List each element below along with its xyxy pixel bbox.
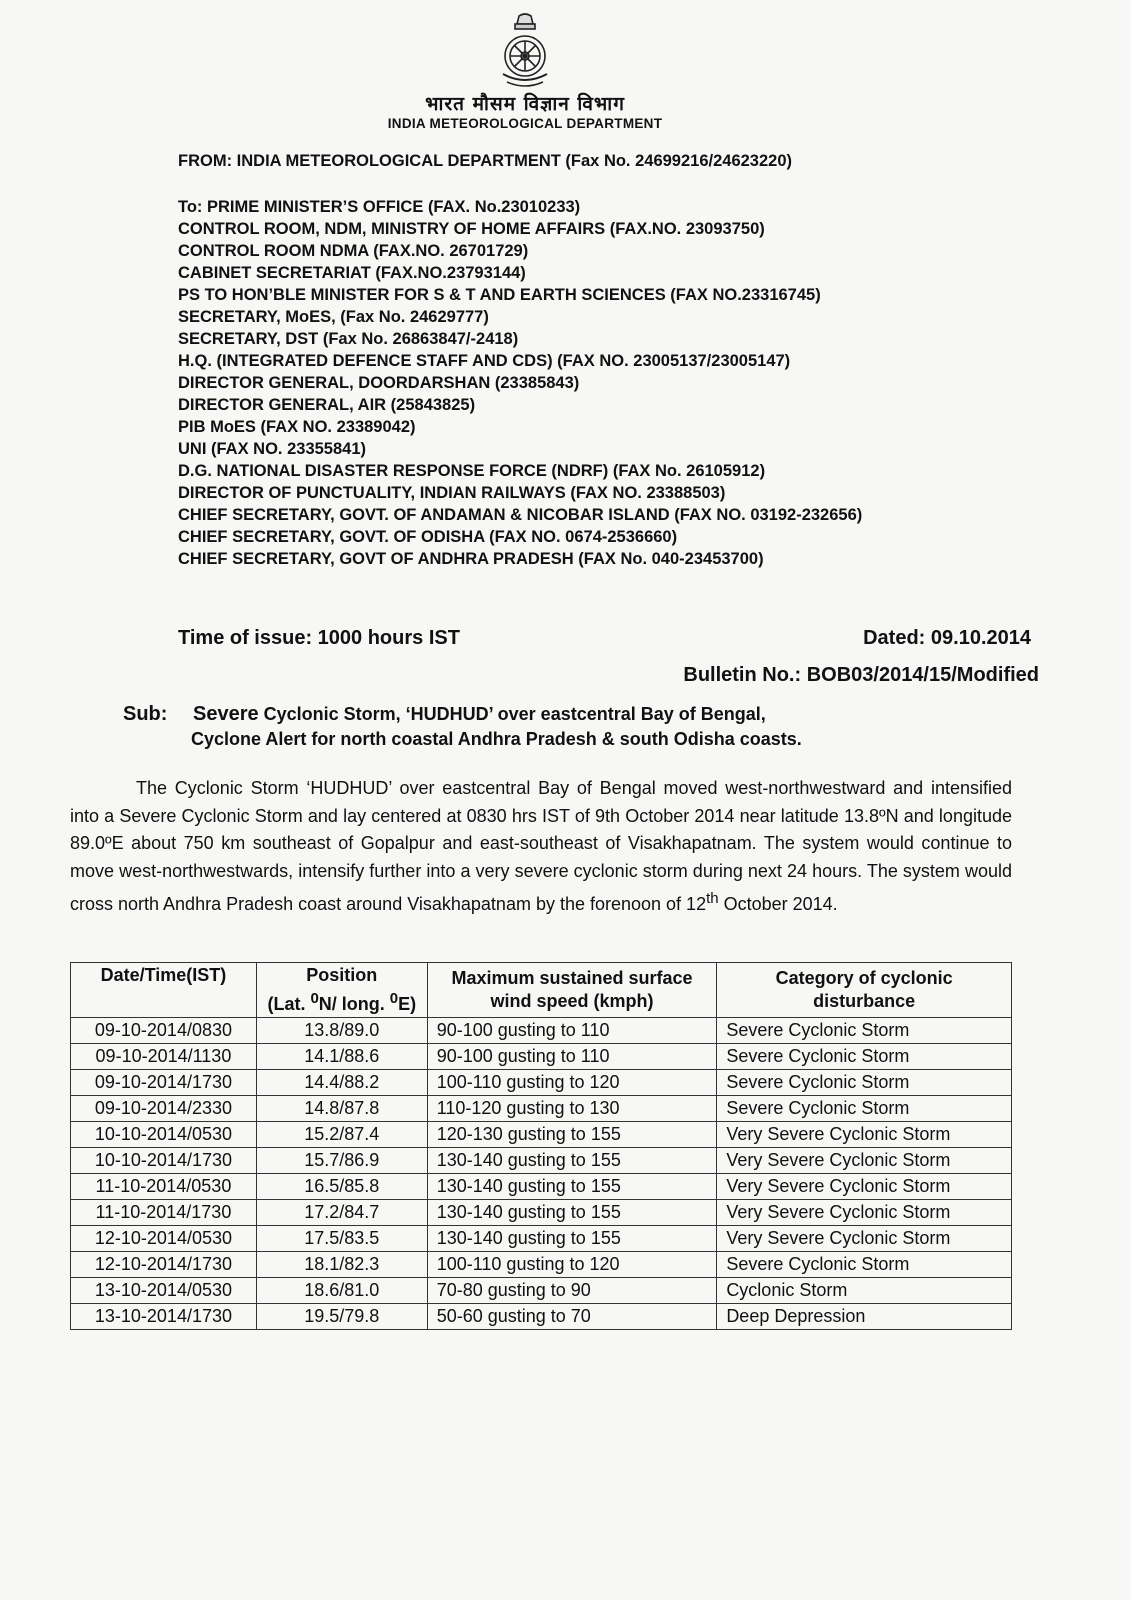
cell-datetime: 11-10-2014/1730 (71, 1200, 257, 1226)
cell-wind: 100-110 gusting to 120 (427, 1252, 717, 1278)
cell-category: Severe Cyclonic Storm (717, 1044, 1012, 1070)
paragraph-superscript: th (706, 890, 719, 907)
header-position-line1: Position (306, 965, 378, 985)
table-row (71, 1200, 1012, 1226)
cell-wind: 130-140 gusting to 155 (427, 1174, 717, 1200)
header-position (256, 963, 427, 1018)
table-row (71, 1018, 1012, 1044)
recipient-item: PIB MoES (FAX NO. 23389042) (178, 418, 416, 436)
table-row (71, 1070, 1012, 1096)
cell-position: 15.2/87.4 (256, 1122, 427, 1148)
header-text: (Lat. (267, 994, 311, 1014)
cell-datetime: 10-10-2014/0530 (71, 1122, 257, 1148)
paragraph-text-end: October 2014. (718, 894, 838, 914)
cell-category: Very Severe Cyclonic Storm (717, 1200, 1012, 1226)
cell-datetime: 09-10-2014/1730 (71, 1070, 257, 1096)
ashoka-emblem-icon (493, 12, 557, 92)
department-name-hindi: भारत मौसम विज्ञान विभाग (425, 93, 625, 115)
table-row (71, 1122, 1012, 1148)
cell-wind: 130-140 gusting to 155 (427, 1226, 717, 1252)
header-category-line1: Category of cyclonic (775, 968, 953, 988)
recipient-item: CHIEF SECRETARY, GOVT. OF ANDAMAN & NICOBAR ISLAND (FAX NO. 03192-232656) (178, 506, 863, 524)
recipient-item: To: PRIME MINISTER’S OFFICE (FAX. No.23010233) (178, 198, 581, 216)
subject-lead-word: Severe (193, 703, 259, 725)
cell-category: Severe Cyclonic Storm (717, 1018, 1012, 1044)
cell-category: Deep Depression (717, 1304, 1012, 1330)
cell-wind: 50-60 gusting to 70 (427, 1304, 717, 1330)
forecast-track-table (70, 962, 1012, 1330)
cell-position: 17.2/84.7 (256, 1200, 427, 1226)
cell-datetime: 10-10-2014/1730 (71, 1148, 257, 1174)
cell-datetime: 09-10-2014/0830 (71, 1018, 257, 1044)
cell-datetime: 09-10-2014/1130 (71, 1044, 257, 1070)
subject-line-1-rest: Cyclonic Storm, ‘HUDHUD’ over eastcentral Bay of Bengal, (258, 704, 766, 724)
from-line: FROM: INDIA METEOROLOGICAL DEPARTMENT (Fax No. 24699216/24623220) (178, 152, 793, 170)
recipient-item: D.G. NATIONAL DISASTER RESPONSE FORCE (NDRF) (FAX No. 26105912) (178, 462, 766, 480)
subject-label: Sub: (123, 703, 168, 725)
recipient-item: SECRETARY, MoES, (Fax No. 24629777) (178, 308, 489, 326)
table-row (71, 1252, 1012, 1278)
header-position-line2 (261, 987, 423, 1016)
cell-category: Very Severe Cyclonic Storm (717, 1226, 1012, 1252)
cell-category: Very Severe Cyclonic Storm (717, 1174, 1012, 1200)
cell-position: 16.5/85.8 (256, 1174, 427, 1200)
cell-position: 15.7/86.9 (256, 1148, 427, 1174)
recipient-item: CHIEF SECRETARY, GOVT. OF ODISHA (FAX NO. 0674-2536660) (178, 528, 678, 546)
cell-category: Very Severe Cyclonic Storm (717, 1148, 1012, 1174)
recipient-item: H.Q. (INTEGRATED DEFENCE STAFF AND CDS) (FAX NO. 23005137/23005147) (178, 352, 791, 370)
time-of-issue: Time of issue: 1000 hours IST (178, 627, 460, 649)
header-wind (427, 963, 717, 1018)
table-row (71, 1174, 1012, 1200)
cell-position: 14.1/88.6 (256, 1044, 427, 1070)
cell-wind: 130-140 gusting to 155 (427, 1148, 717, 1174)
table-row (71, 1096, 1012, 1122)
cell-position: 14.4/88.2 (256, 1070, 427, 1096)
recipient-item: DIRECTOR OF PUNCTUALITY, INDIAN RAILWAYS (FAX NO. 23388503) (178, 484, 726, 502)
table-header-row (71, 963, 1012, 1018)
recipient-item: PS TO HON’BLE MINISTER FOR S & T AND EARTH SCIENCES (FAX NO.23316745) (178, 286, 821, 304)
cell-datetime: 12-10-2014/1730 (71, 1252, 257, 1278)
recipient-item: CHIEF SECRETARY, GOVT OF ANDHRA PRADESH (FAX No. 040-23453700) (178, 550, 764, 568)
issue-date: Dated: 09.10.2014 (863, 627, 1031, 649)
header-category (717, 963, 1012, 1018)
cell-position: 18.1/82.3 (256, 1252, 427, 1278)
header-sup: 0 (310, 990, 319, 1007)
cell-category: Cyclonic Storm (717, 1278, 1012, 1304)
recipient-item: DIRECTOR GENERAL, AIR (25843825) (178, 396, 476, 414)
table-row (71, 1148, 1012, 1174)
cell-wind: 120-130 gusting to 155 (427, 1122, 717, 1148)
table-row (71, 1278, 1012, 1304)
recipient-item: UNI (FAX NO. 23355841) (178, 440, 366, 458)
cell-position: 17.5/83.5 (256, 1226, 427, 1252)
cell-datetime: 11-10-2014/0530 (71, 1174, 257, 1200)
cell-category: Severe Cyclonic Storm (717, 1096, 1012, 1122)
header-datetime: Date/Time(IST) (71, 963, 257, 1018)
cell-datetime: 12-10-2014/0530 (71, 1226, 257, 1252)
recipient-list (178, 196, 862, 570)
cell-category: Severe Cyclonic Storm (717, 1070, 1012, 1096)
table-row (71, 1044, 1012, 1070)
cell-position: 18.6/81.0 (256, 1278, 427, 1304)
header-sup: 0 (389, 990, 399, 1007)
recipient-item: CONTROL ROOM NDMA (FAX.NO. 26701729) (178, 242, 529, 260)
subject-line-1 (193, 703, 766, 726)
subject-line-2: Cyclone Alert for north coastal Andhra Pradesh & south Odisha coasts. (191, 729, 802, 749)
cell-datetime: 09-10-2014/2330 (71, 1096, 257, 1122)
cell-wind: 90-100 gusting to 110 (427, 1018, 717, 1044)
cell-position: 13.8/89.0 (256, 1018, 427, 1044)
recipient-item: DIRECTOR GENERAL, DOORDARSHAN (23385843) (178, 374, 580, 392)
paragraph-text: The Cyclonic Storm ‘HUDHUD’ over eastcentral Bay of Bengal moved west-northwestward and intensified into a Severe Cyclonic Storm and lay centered at 0830 hrs IST of 9th October 2014 near latitude 13.8ºN and longitude 89.0ºE about 750 km southeast of Gopalpur and east-southeast of Visakhapatnam. The system would continue to move west-northwestwards, intensify further into a very severe cyclonic storm during next 24 hours. The system would cross north Andhra Pradesh coast around Visakhapatnam by the forenoon of 12 (70, 778, 1012, 914)
table-row (71, 1226, 1012, 1252)
cell-wind: 130-140 gusting to 155 (427, 1200, 717, 1226)
cell-datetime: 13-10-2014/0530 (71, 1278, 257, 1304)
header-wind-line2: wind speed (kmph) (490, 991, 654, 1011)
cell-category: Severe Cyclonic Storm (717, 1252, 1012, 1278)
header-text: N/ long. (318, 994, 390, 1014)
department-name: INDIA METEOROLOGICAL DEPARTMENT (387, 116, 663, 131)
table-row (71, 1304, 1012, 1330)
cell-datetime: 13-10-2014/1730 (71, 1304, 257, 1330)
cell-position: 19.5/79.8 (256, 1304, 427, 1330)
cell-wind: 110-120 gusting to 130 (427, 1096, 717, 1122)
recipient-item: CONTROL ROOM, NDM, MINISTRY OF HOME AFFAIRS (FAX.NO. 23093750) (178, 220, 765, 238)
recipient-item: CABINET SECRETARIAT (FAX.NO.23793144) (178, 264, 526, 282)
cell-wind: 70-80 gusting to 90 (427, 1278, 717, 1304)
header-wind-line1: Maximum sustained surface (451, 968, 693, 988)
header-category-line2: disturbance (813, 991, 916, 1011)
cell-position: 14.8/87.8 (256, 1096, 427, 1122)
cell-wind: 100-110 gusting to 120 (427, 1070, 717, 1096)
cell-category: Very Severe Cyclonic Storm (717, 1122, 1012, 1148)
recipient-item: SECRETARY, DST (Fax No. 26863847/-2418) (178, 330, 519, 348)
cell-wind: 90-100 gusting to 110 (427, 1044, 717, 1070)
header-text: E) (398, 994, 417, 1014)
bulletin-number: Bulletin No.: BOB03/2014/15/Modified (683, 664, 1039, 686)
bulletin-paragraph (70, 775, 1012, 919)
